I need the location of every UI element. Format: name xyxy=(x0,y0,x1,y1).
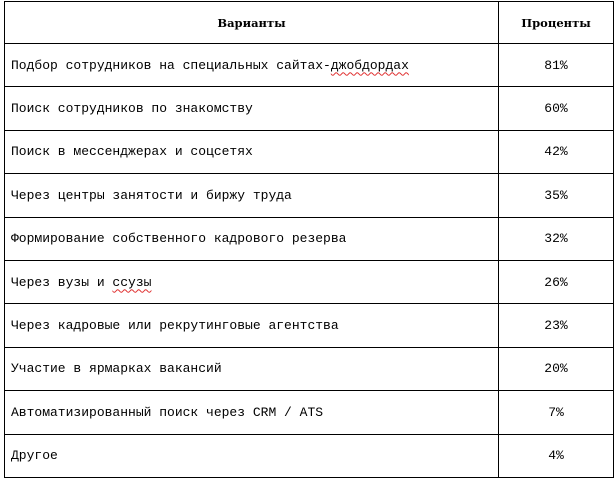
header-options: Варианты xyxy=(5,2,499,44)
option-text: Через вузы и xyxy=(11,274,113,290)
option-cell xyxy=(5,44,499,87)
percent-cell: 81% xyxy=(499,44,614,87)
percent-cell: 60% xyxy=(499,87,614,130)
option-text: Поиск в мессенджерах и соцсетях xyxy=(11,144,253,160)
option-cell xyxy=(5,217,499,260)
percent-cell: 26% xyxy=(499,260,614,303)
table-row xyxy=(5,260,614,303)
table-row xyxy=(5,347,614,390)
option-cell xyxy=(5,87,499,130)
option-text: Участие в ярмарках вакансий xyxy=(11,361,222,377)
table-row xyxy=(5,87,614,130)
option-cell xyxy=(5,434,499,477)
misspelled-word[interactable]: ссузы xyxy=(112,274,152,290)
option-cell xyxy=(5,304,499,347)
table-row xyxy=(5,391,614,434)
option-text: Через центры занятости и биржу труда xyxy=(11,187,292,203)
option-cell xyxy=(5,347,499,390)
table-row xyxy=(5,434,614,477)
option-text: Формирование собственного кадрового резерва xyxy=(11,231,347,247)
option-cell xyxy=(5,130,499,173)
table-header-row xyxy=(5,2,614,44)
option-text: Поиск сотрудников по знакомству xyxy=(11,101,253,117)
option-cell xyxy=(5,260,499,303)
table-row xyxy=(5,44,614,87)
option-text: Автоматизированный поиск через CRM / ATS xyxy=(11,404,324,420)
percent-cell: 20% xyxy=(499,347,614,390)
option-text: Через кадровые или рекрутинговые агентства xyxy=(11,318,339,334)
table-row xyxy=(5,174,614,217)
option-text: Подбор сотрудников на специальных сайтах- xyxy=(11,57,331,73)
survey-table xyxy=(4,1,614,478)
option-cell xyxy=(5,391,499,434)
table-row xyxy=(5,217,614,260)
table-row xyxy=(5,304,614,347)
percent-cell: 35% xyxy=(499,174,614,217)
percent-cell: 23% xyxy=(499,304,614,347)
percent-cell: 7% xyxy=(499,391,614,434)
table-row xyxy=(5,130,614,173)
option-text: Другое xyxy=(11,448,58,464)
header-percent: Проценты xyxy=(499,2,614,44)
option-cell xyxy=(5,174,499,217)
misspelled-word[interactable]: джобдордах xyxy=(330,57,409,73)
percent-cell: 42% xyxy=(499,130,614,173)
percent-cell: 4% xyxy=(499,434,614,477)
percent-cell: 32% xyxy=(499,217,614,260)
